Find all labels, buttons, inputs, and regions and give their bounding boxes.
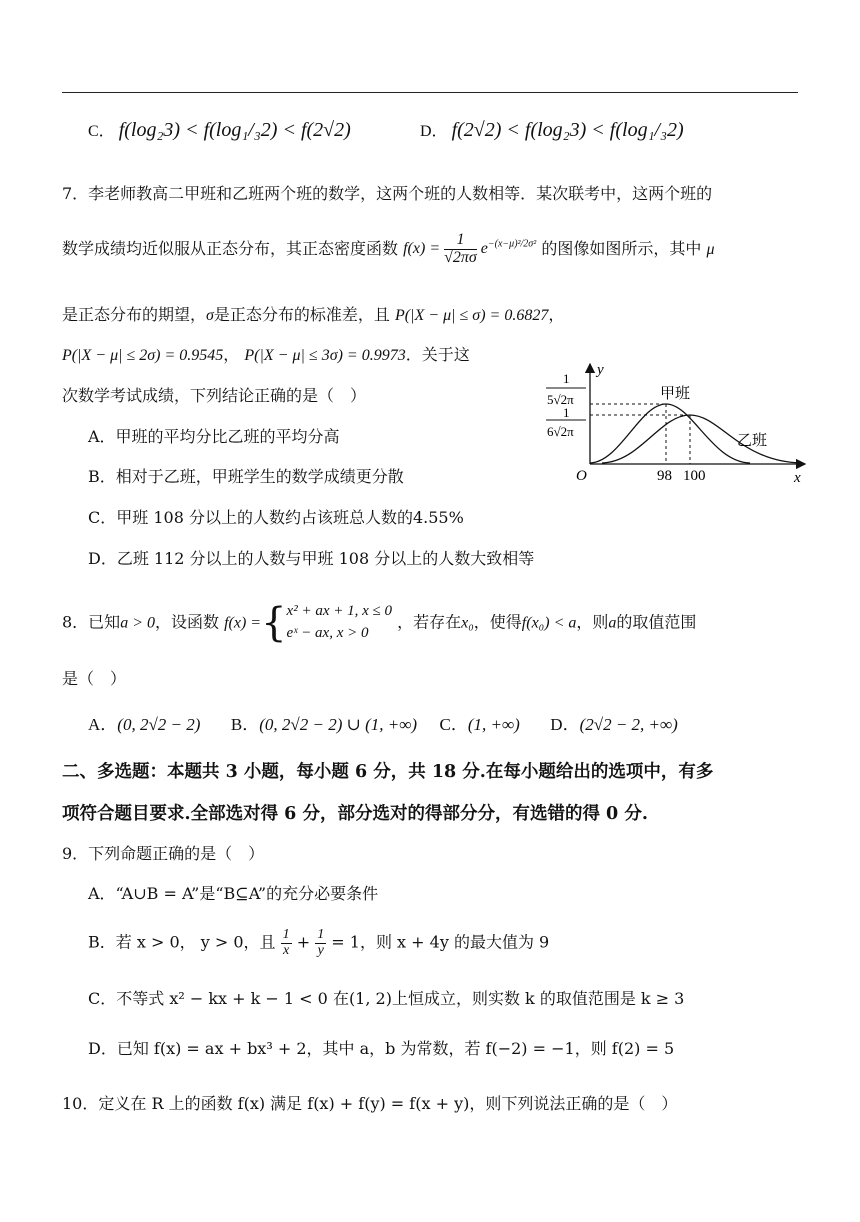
ytick-a-den: 5√2π — [547, 392, 574, 407]
q9-option-c: C．不等式 x² − kx + k − 1 < 0 在(1, 2)上恒成立，则实数 k 的取值范围是 k ≥ 3 — [88, 989, 685, 1008]
q7-option-a: A．甲班的平均分比乙班的平均分高 — [88, 427, 340, 446]
tick-98: 98 — [657, 468, 672, 484]
top-rule — [62, 92, 798, 93]
q6-option-c: C． f(log₂3) < f(log₁/₃2) < f(2√2) — [88, 119, 351, 141]
q7-line1: 7．李老师教高二甲班和乙班两个班的数学，这两个班的人数相等．某次联考中，这两个班的 — [62, 184, 713, 203]
q7-line4: P(|X − μ| ≤ 2σ) = 0.9545， P(|X − μ| ≤ 3σ) = 0.9973．关于这 — [62, 345, 470, 364]
q7-option-b: B．相对于乙班，甲班学生的数学成绩更分散 — [88, 467, 404, 486]
y-axis-label: y — [597, 362, 604, 378]
q9-option-b: B．若 x > 0， y > 0，且 $\frac{1}{x}$ + $\frac{1}{y}$ = 1，则 x + 4y 的最大值为 9 — [88, 927, 550, 958]
x-axis-label: x — [794, 470, 801, 486]
section2-line1: 二、多选题：本题共 3 小题，每小题 6 分，共 18 分.在每小题给出的选项中，有多 — [62, 762, 714, 782]
ytick-a-num: 1 — [563, 371, 570, 386]
q8-line1: 8．已知a > 0，设函数 f(x) ={ x² + ax + 1, x ≤ 0 eˣ − ax, x > 0 ，若存在x₀，使得f(x₀) < a，则a的取值范围 — [62, 600, 697, 646]
tick-100: 100 — [683, 468, 706, 484]
q8-line2: 是（ ） — [62, 669, 127, 688]
ytick-b-num: 1 — [563, 405, 570, 420]
class-b-label: 乙班 — [737, 433, 768, 449]
q7-line2: 数学成绩均近似服从正态分布，其正态密度函数 f(x) = $\frac{1}{√2\pi\sigma}$ $e^{-(x-\mu)^2/2\sigma^2}$ 的图像如图所示，其中 μ — [62, 231, 715, 266]
q6-option-d: D． f(2√2) < f(log₂3) < f(log₁/₃2) — [420, 119, 684, 141]
q8-options: A．(0, 2√2 − 2) B．(0, 2√2 − 2) ∪ (1, +∞) C．(1, +∞) D．(2√2 − 2, +∞) — [88, 715, 678, 734]
q9-option-d: D．已知 f(x) = ax + bx³ + 2，其中 a，b 为常数，若 f(−2) = −1，则 f(2) = 5 — [88, 1039, 675, 1058]
q7-option-c: C．甲班 108 分以上的人数约占该班总人数的4.55% — [88, 508, 464, 527]
curve-class-b — [602, 415, 802, 463]
q7-line5: 次数学考试成绩，下列结论正确的是（ ） — [62, 386, 367, 405]
q7-line3: 是正态分布的期望，σ是正态分布的标准差，且 P(|X − μ| ≤ σ) = 0.6827， — [62, 305, 565, 324]
q9-option-a: A．“A∪B = A”是“B⊆A”的充分必要条件 — [88, 884, 379, 903]
class-a-label: 甲班 — [660, 386, 691, 402]
q9-stem: 9．下列命题正确的是（ ） — [62, 844, 265, 863]
q10-stem: 10．定义在 R 上的函数 f(x) 满足 f(x) + f(y) = f(x + y)，则下列说法正确的是（ ） — [62, 1094, 678, 1113]
normal-distribution-figure — [540, 358, 815, 488]
section2-line2: 项符合题目要求.全部选对得 6 分，部分选对的得部分分，有选错的得 0 分. — [62, 804, 648, 824]
ytick-b-den: 6√2π — [547, 424, 574, 439]
origin-label: O — [576, 468, 587, 484]
q7-option-d: D．乙班 112 分以上的人数与甲班 108 分以上的人数大致相等 — [88, 549, 535, 568]
